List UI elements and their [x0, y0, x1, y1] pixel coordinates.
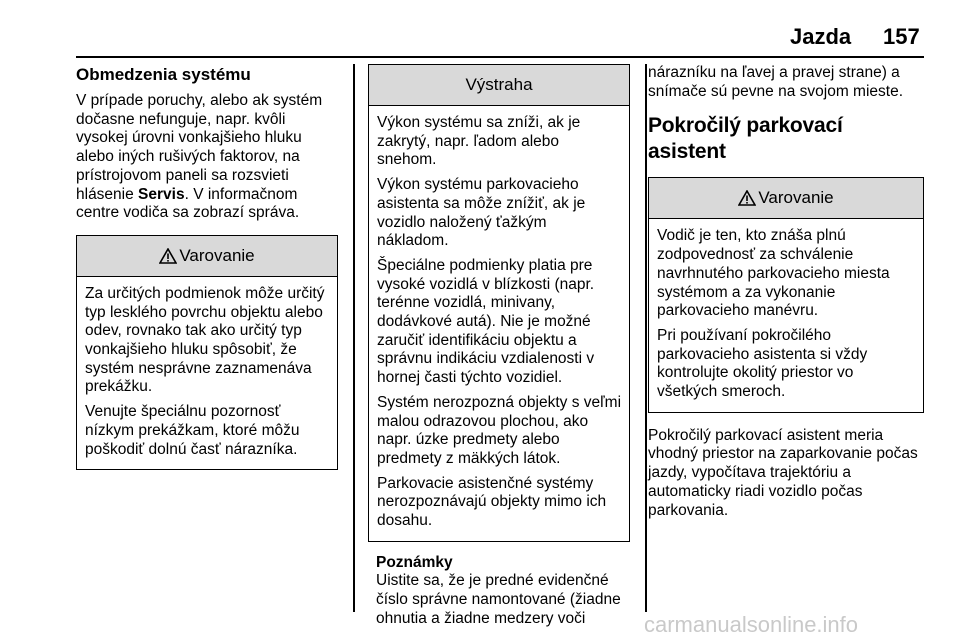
warning-box-1-body — [77, 277, 337, 469]
caution-box-header — [369, 65, 629, 106]
heading-system-limits: Obmedzenia systému — [76, 65, 251, 84]
warning-box-1 — [76, 235, 338, 470]
intro-paragraph — [76, 92, 338, 223]
warning-box-1-p2: Venujte špeciálnu pozornosť nízkym prekážkam, ktoré môžu poškodiť dolnú časť nárazníka. — [85, 403, 300, 458]
warning-box-1-header — [77, 236, 337, 277]
header-rule — [76, 56, 924, 58]
page-number: 157 — [883, 24, 920, 49]
warning-box-2-p1: Vodič je ten, kto znáša plnú zodpovednosť za schválenie navrhnutého parkovacieho miesta systémom a za vykonanie parkovacieho manévru. — [657, 227, 890, 320]
warning-box-2-header — [649, 178, 923, 219]
caution-box-body — [369, 106, 629, 541]
warning-triangle-icon — [159, 248, 177, 264]
section-title: Jazda — [790, 24, 852, 49]
column-divider-2 — [645, 64, 647, 612]
continued-paragraph: nárazníku na ľavej a pravej strane) a snímače sú pevne na svojom mieste. — [648, 64, 904, 100]
column-divider-1 — [353, 64, 355, 612]
intro-bold-servis: Servis — [138, 185, 185, 203]
caution-p3: Špeciálne podmienky platia pre vysoké vozidlá v blízkosti (napr. terénne vozidlá, minivany, dodávkové autá). Nie je možné zaručiť identifikáciu objektu a správnu indikáciu vzdialenosti v hornej časti týchto vozidiel. — [377, 256, 595, 387]
warning-box-2-title: Varovanie — [758, 188, 834, 208]
caution-p1: Výkon systému sa zníži, ak je zakrytý, napr. ľadom alebo snehom. — [377, 114, 581, 169]
column-3 — [648, 64, 926, 520]
caution-p5: Parkovacie asistenčné systémy nerozpoznávajú objekty mimo ich dosahu. — [377, 474, 607, 530]
note-block — [368, 554, 630, 629]
warning-box-1-p1: Za určitých podmienok môže určitý typ lesklého povrchu objektu alebo odev, rovnako tak ako určitý typ vonkajšieho hluku spôsobiť, že systém nesprávne zaznamenáva prekážku. — [85, 284, 325, 396]
watermark: carmanualsonline.info — [644, 612, 859, 637]
warning-box-1-title: Varovanie — [179, 245, 255, 265]
note-text: Uistite sa, že je predné evidenčné číslo správne namontované (žiadne ohnutia a žiadne medzery voči — [376, 572, 621, 627]
page-header — [0, 24, 960, 54]
caution-p2: Výkon systému parkovacieho asistenta sa môže znížiť, ak je vozidlo naložený ťažkým nákladom. — [377, 176, 586, 250]
intro-text-1: V prípade poruchy, alebo ak systém dočasne nefunguje, napr. kvôli vysokej úrovni vonkajšieho hluku alebo iných rušivých faktorov, na prístrojovom paneli sa rozsvieti hlásenie — [76, 92, 323, 203]
warning-triangle-icon — [738, 190, 756, 206]
warning-box-2-body — [649, 219, 923, 411]
column-2 — [368, 64, 630, 629]
caution-p4: Systém nerozpozná objekty s veľmi malou odrazovou plochou, ako napr. úzke predmety alebo predmety z mäkkých látok. — [377, 393, 622, 467]
heading-advanced-parking-assist: Pokročilý parkovací asistent — [648, 114, 843, 164]
column-1 — [76, 64, 338, 470]
caution-box — [368, 64, 630, 542]
intro-text-2: . V informačnom centre vodiča sa zobrazí správa. — [76, 185, 300, 222]
note-label: Poznámky — [376, 553, 453, 571]
caution-box-title: Výstraha — [465, 75, 533, 94]
advanced-parking-body: Pokročilý parkovací asistent meria vhodný priestor na zaparkovanie počas jazdy, vypočítava trajektóriu a automaticky riadi vozidlo počas parkovania. — [648, 426, 918, 519]
warning-box-2-p2: Pri používaní pokročilého parkovacieho asistenta si vždy kontrolujte okolitý priestor vo všetkých smeroch. — [657, 326, 868, 401]
warning-box-2 — [648, 177, 924, 412]
